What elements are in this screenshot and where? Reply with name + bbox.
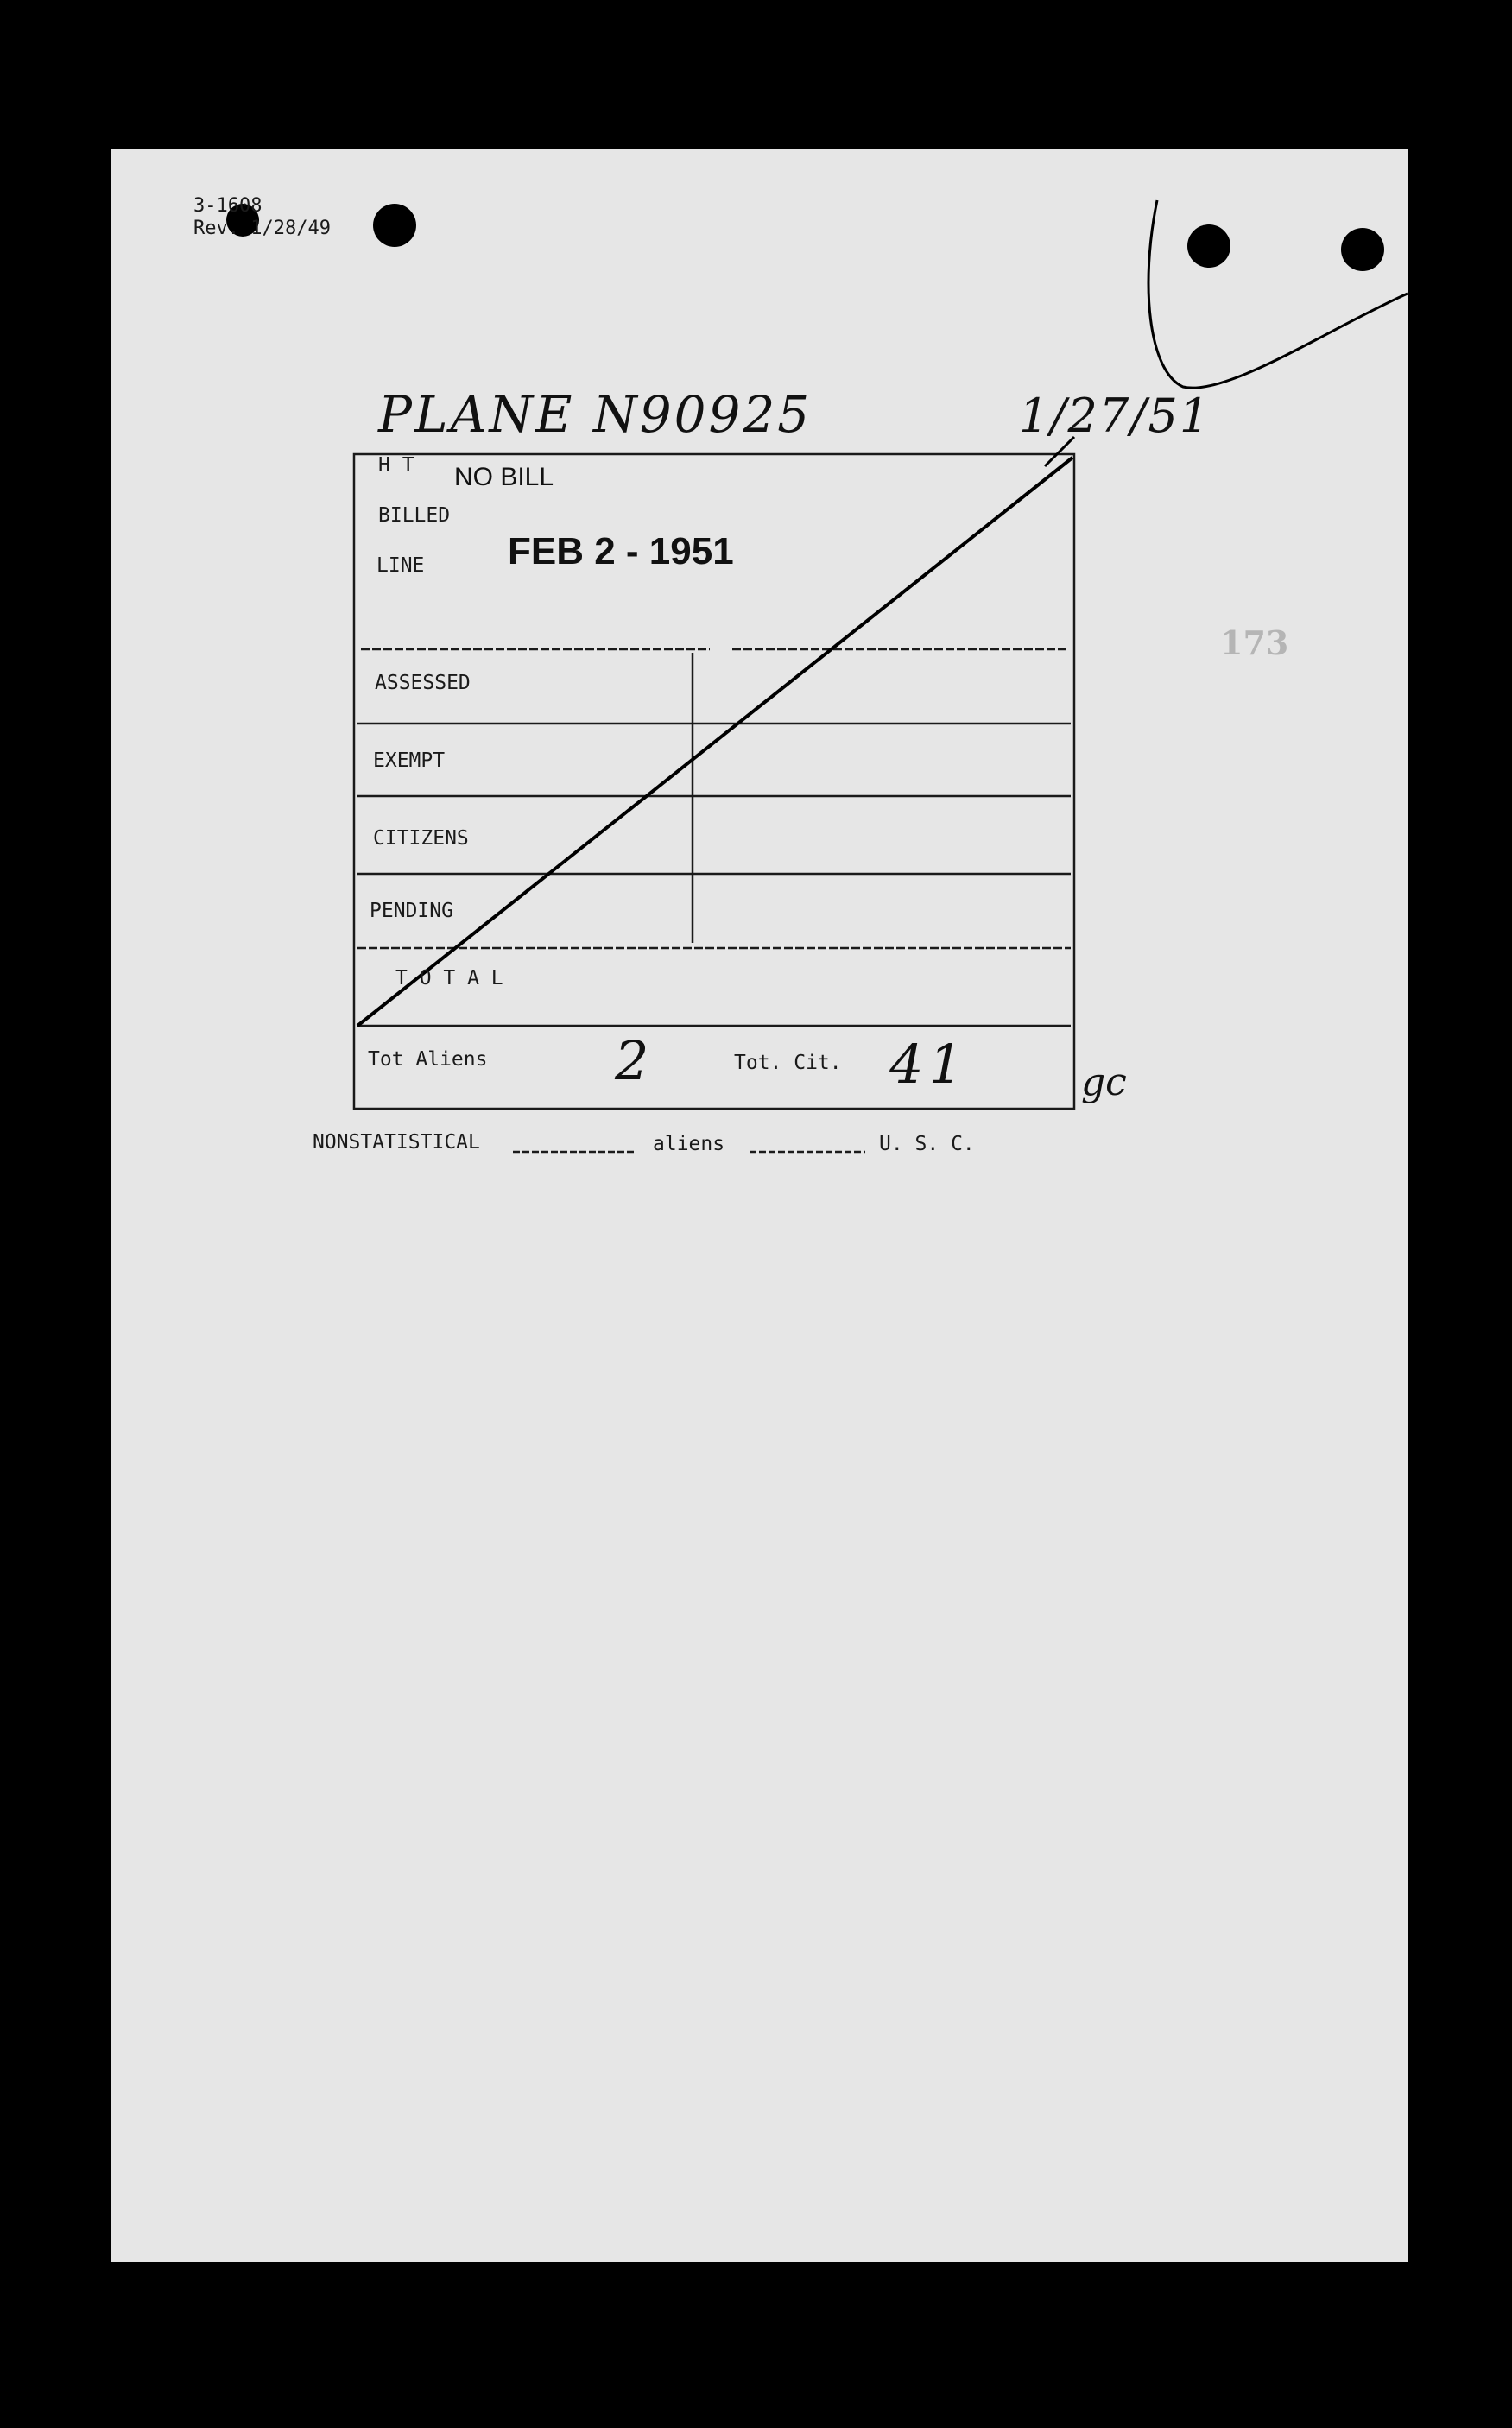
ht-label: H T	[378, 454, 414, 477]
inspector-initials: gc	[1081, 1060, 1127, 1104]
total-label: T O T A L	[395, 967, 503, 990]
arrival-date: 1/27/51	[1019, 389, 1211, 443]
tot-cit-label: Tot. Cit.	[734, 1052, 842, 1074]
usc-label: U. S. C.	[879, 1133, 975, 1155]
line-label: LINE	[376, 554, 425, 577]
citizens-label: CITIZENS	[373, 827, 469, 850]
pending-label: PENDING	[370, 900, 453, 922]
date-stamp: FEB 2 - 1951	[508, 530, 734, 572]
exempt-label: EXEMPT	[373, 749, 446, 772]
ht-value-stamp: NO BILL	[454, 463, 554, 491]
tot-aliens-value: 2	[615, 1029, 649, 1092]
aliens-label: aliens	[653, 1133, 725, 1155]
page-number: 173	[1220, 623, 1289, 662]
plane-number: PLANE N90925	[378, 385, 813, 444]
form-number: 3-1608	[193, 195, 263, 217]
nonstatistical-label: NONSTATISTICAL	[313, 1131, 480, 1154]
form-revision: Rev. 1/28/49	[193, 218, 331, 239]
tot-cit-value: 41	[889, 1033, 968, 1096]
assessed-label: ASSESSED	[375, 672, 471, 694]
billed-label: BILLED	[378, 504, 451, 527]
tot-aliens-label: Tot Aliens	[368, 1048, 488, 1071]
